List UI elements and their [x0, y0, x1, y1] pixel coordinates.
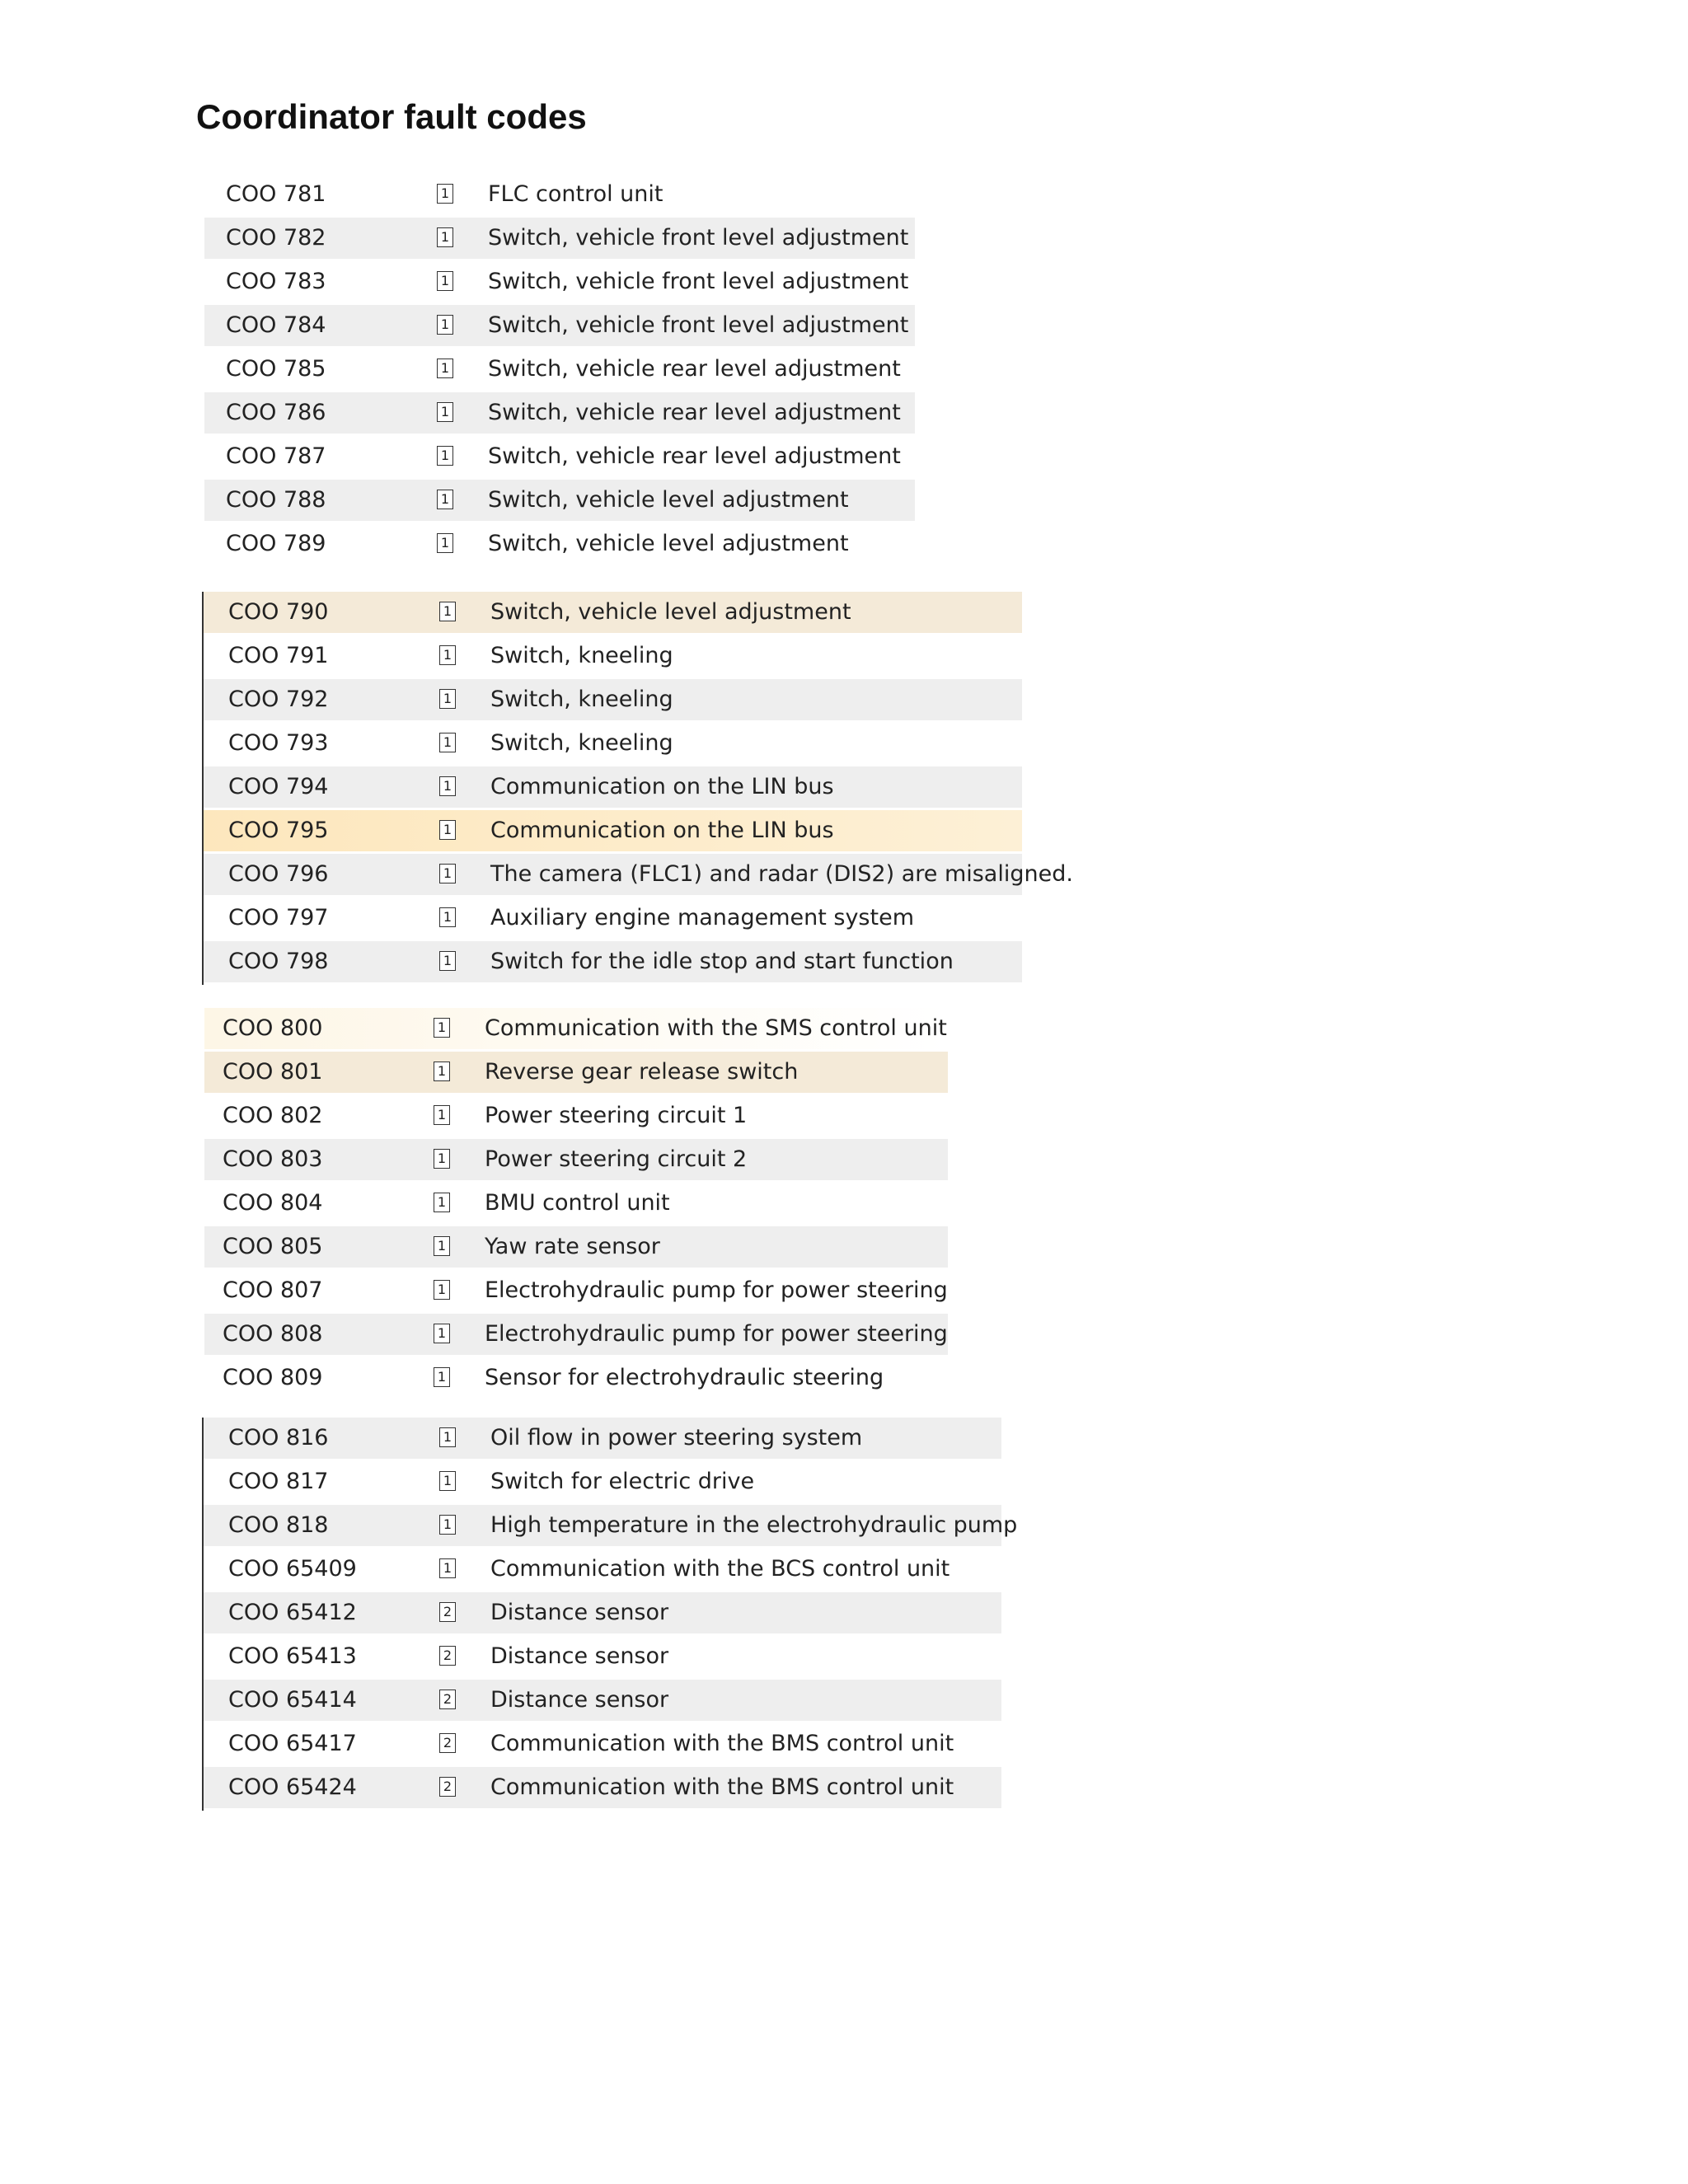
severity-icon: 1 [439, 951, 456, 971]
severity-icon: 1 [439, 645, 456, 665]
fault-code: COO 797 [228, 905, 329, 930]
fault-code: COO 807 [223, 1277, 323, 1303]
fault-code: COO 784 [226, 312, 326, 338]
fault-description: Distance sensor [490, 1687, 669, 1713]
severity-icon: 1 [439, 820, 456, 840]
table-row[interactable] [204, 480, 915, 521]
table-row[interactable] [204, 1461, 1001, 1502]
fault-description: Distance sensor [490, 1600, 669, 1625]
severity-icon: 1 [434, 1236, 450, 1256]
severity-icon: 1 [439, 689, 456, 709]
fault-code: COO 818 [228, 1512, 329, 1538]
fault-description: The camera (FLC1) and radar (DIS2) are misaligned. [490, 861, 1073, 887]
fault-code: COO 791 [228, 643, 329, 668]
table-row[interactable] [204, 1592, 1001, 1633]
severity-icon: 1 [437, 533, 453, 553]
table-row[interactable] [204, 1357, 948, 1399]
table-row[interactable] [204, 723, 1022, 764]
fault-description: Switch, vehicle rear level adjustment [488, 443, 901, 469]
table-row[interactable] [204, 898, 1022, 939]
severity-icon: 2 [439, 1646, 456, 1666]
severity-icon: 1 [434, 1062, 450, 1081]
table-row[interactable] [204, 1418, 1001, 1459]
fault-description: Electrohydraulic pump for power steering [485, 1321, 948, 1347]
table-row[interactable] [204, 635, 1022, 677]
fault-description: Switch, vehicle front level adjustment [488, 269, 909, 294]
page-title: Coordinator fault codes [196, 97, 587, 136]
fault-description: Switch, vehicle level adjustment [490, 599, 851, 625]
fault-code: COO 801 [223, 1059, 323, 1085]
fault-code: COO 789 [226, 531, 326, 556]
table-row[interactable] [204, 1008, 948, 1049]
fault-code: COO 803 [223, 1146, 323, 1172]
fault-code: COO 785 [226, 356, 326, 382]
fault-description: Switch, vehicle rear level adjustment [488, 356, 901, 382]
severity-icon: 1 [434, 1324, 450, 1343]
fault-description: BMU control unit [485, 1190, 670, 1216]
severity-icon: 1 [439, 776, 456, 796]
table-row[interactable] [204, 1095, 948, 1137]
severity-icon: 1 [437, 184, 453, 204]
severity-icon: 2 [439, 1690, 456, 1709]
fault-code-table-3 [204, 1008, 948, 1401]
table-row[interactable] [204, 1226, 948, 1268]
table-row[interactable] [204, 1767, 1001, 1808]
severity-icon: 1 [437, 490, 453, 509]
severity-icon: 1 [437, 402, 453, 422]
fault-code: COO 804 [223, 1190, 323, 1216]
table-row[interactable] [204, 218, 915, 259]
fault-description: Switch, vehicle level adjustment [488, 487, 849, 513]
table-row[interactable] [204, 1505, 1018, 1546]
fault-description: Power steering circuit 1 [485, 1103, 748, 1128]
severity-icon: 1 [437, 271, 453, 291]
table-row[interactable] [204, 1314, 948, 1355]
table-row[interactable] [204, 679, 1022, 720]
fault-description: Switch, vehicle level adjustment [488, 531, 849, 556]
table-row[interactable] [204, 174, 915, 215]
table-row[interactable] [204, 1270, 948, 1311]
fault-code: COO 788 [226, 487, 326, 513]
severity-icon: 1 [437, 315, 453, 335]
fault-description: High temperature in the electrohydraulic pump [490, 1512, 1018, 1538]
severity-icon: 1 [437, 359, 453, 378]
severity-icon: 2 [439, 1733, 456, 1753]
fault-code: COO 808 [223, 1321, 323, 1347]
fault-code: COO 805 [223, 1234, 323, 1259]
fault-code: COO 809 [223, 1365, 323, 1390]
severity-icon: 1 [434, 1280, 450, 1300]
fault-code: COO 65413 [228, 1643, 357, 1669]
fault-code-table-1 [204, 174, 915, 567]
severity-icon: 1 [439, 602, 456, 621]
fault-description: Switch, vehicle rear level adjustment [488, 400, 901, 425]
table-row[interactable] [204, 592, 1022, 633]
fault-description: FLC control unit [488, 181, 663, 207]
severity-icon: 1 [434, 1149, 450, 1169]
fault-description: Distance sensor [490, 1643, 669, 1669]
fault-description: Communication with the BCS control unit [490, 1556, 950, 1582]
fault-code: COO 792 [228, 687, 329, 712]
fault-code: COO 786 [226, 400, 326, 425]
severity-icon: 1 [439, 1427, 456, 1447]
fault-description: Communication with the SMS control unit [485, 1015, 947, 1041]
fault-code-table-2 [202, 592, 1073, 985]
severity-icon: 1 [437, 227, 453, 247]
fault-code: COO 65417 [228, 1731, 357, 1756]
fault-code: COO 65414 [228, 1687, 357, 1713]
fault-code: COO 798 [228, 949, 329, 974]
table-row[interactable] [204, 1052, 948, 1093]
table-row[interactable] [204, 941, 1022, 982]
table-row[interactable] [204, 305, 915, 346]
fault-description: Switch, kneeling [490, 643, 673, 668]
fault-code: COO 65424 [228, 1774, 357, 1800]
severity-icon: 1 [434, 1018, 450, 1038]
table-row[interactable] [204, 1139, 948, 1180]
fault-code: COO 802 [223, 1103, 323, 1128]
table-row[interactable] [204, 810, 1022, 851]
fault-code-table-4 [202, 1418, 1018, 1811]
fault-code: COO 787 [226, 443, 326, 469]
fault-description: Switch, kneeling [490, 730, 673, 756]
severity-icon: 1 [439, 1558, 456, 1578]
table-row[interactable] [204, 392, 915, 434]
table-row[interactable] [204, 766, 1022, 808]
table-row[interactable] [204, 261, 915, 302]
fault-code: COO 781 [226, 181, 326, 207]
fault-description: Communication with the BMS control unit [490, 1731, 954, 1756]
fault-code: COO 783 [226, 269, 326, 294]
fault-code: COO 796 [228, 861, 329, 887]
fault-code: COO 795 [228, 818, 329, 843]
fault-description: Switch for the idle stop and start function [490, 949, 954, 974]
severity-icon: 1 [434, 1105, 450, 1125]
severity-icon: 2 [439, 1777, 456, 1797]
fault-code: COO 782 [226, 225, 326, 251]
severity-icon: 1 [439, 864, 456, 883]
table-row[interactable] [204, 436, 915, 477]
severity-icon: 1 [439, 733, 456, 752]
severity-icon: 1 [434, 1367, 450, 1387]
table-row[interactable] [204, 1723, 1001, 1765]
table-row[interactable] [204, 1680, 1001, 1721]
fault-description: Switch for electric drive [490, 1469, 755, 1494]
fault-description: Switch, vehicle front level adjustment [488, 225, 909, 251]
fault-description: Auxiliary engine management system [490, 905, 915, 930]
fault-code: COO 793 [228, 730, 329, 756]
fault-description: Reverse gear release switch [485, 1059, 799, 1085]
fault-code: COO 794 [228, 774, 329, 799]
fault-description: Electrohydraulic pump for power steering [485, 1277, 948, 1303]
fault-code: COO 65409 [228, 1556, 357, 1582]
severity-icon: 1 [434, 1193, 450, 1212]
fault-description: Communication on the LIN bus [490, 818, 834, 843]
severity-icon: 1 [439, 1471, 456, 1491]
severity-icon: 1 [437, 446, 453, 466]
fault-code: COO 800 [223, 1015, 323, 1041]
fault-code: COO 790 [228, 599, 329, 625]
fault-description: Power steering circuit 2 [485, 1146, 748, 1172]
severity-icon: 2 [439, 1602, 456, 1622]
fault-description: Oil flow in power steering system [490, 1425, 863, 1451]
fault-description: Switch, kneeling [490, 687, 673, 712]
fault-description: Sensor for electrohydraulic steering [485, 1365, 884, 1390]
severity-icon: 1 [439, 907, 456, 927]
fault-description: Switch, vehicle front level adjustment [488, 312, 909, 338]
fault-code: COO 65412 [228, 1600, 357, 1625]
table-row[interactable] [204, 1549, 1001, 1590]
table-row[interactable] [204, 854, 1073, 895]
table-row[interactable] [204, 1183, 948, 1224]
table-row[interactable] [204, 523, 915, 565]
fault-code: COO 817 [228, 1469, 329, 1494]
fault-description: Communication on the LIN bus [490, 774, 834, 799]
fault-code: COO 816 [228, 1425, 329, 1451]
table-row[interactable] [204, 1636, 1001, 1677]
fault-description: Yaw rate sensor [485, 1234, 660, 1259]
fault-description: Communication with the BMS control unit [490, 1774, 954, 1800]
severity-icon: 1 [439, 1515, 456, 1535]
table-row[interactable] [204, 349, 915, 390]
